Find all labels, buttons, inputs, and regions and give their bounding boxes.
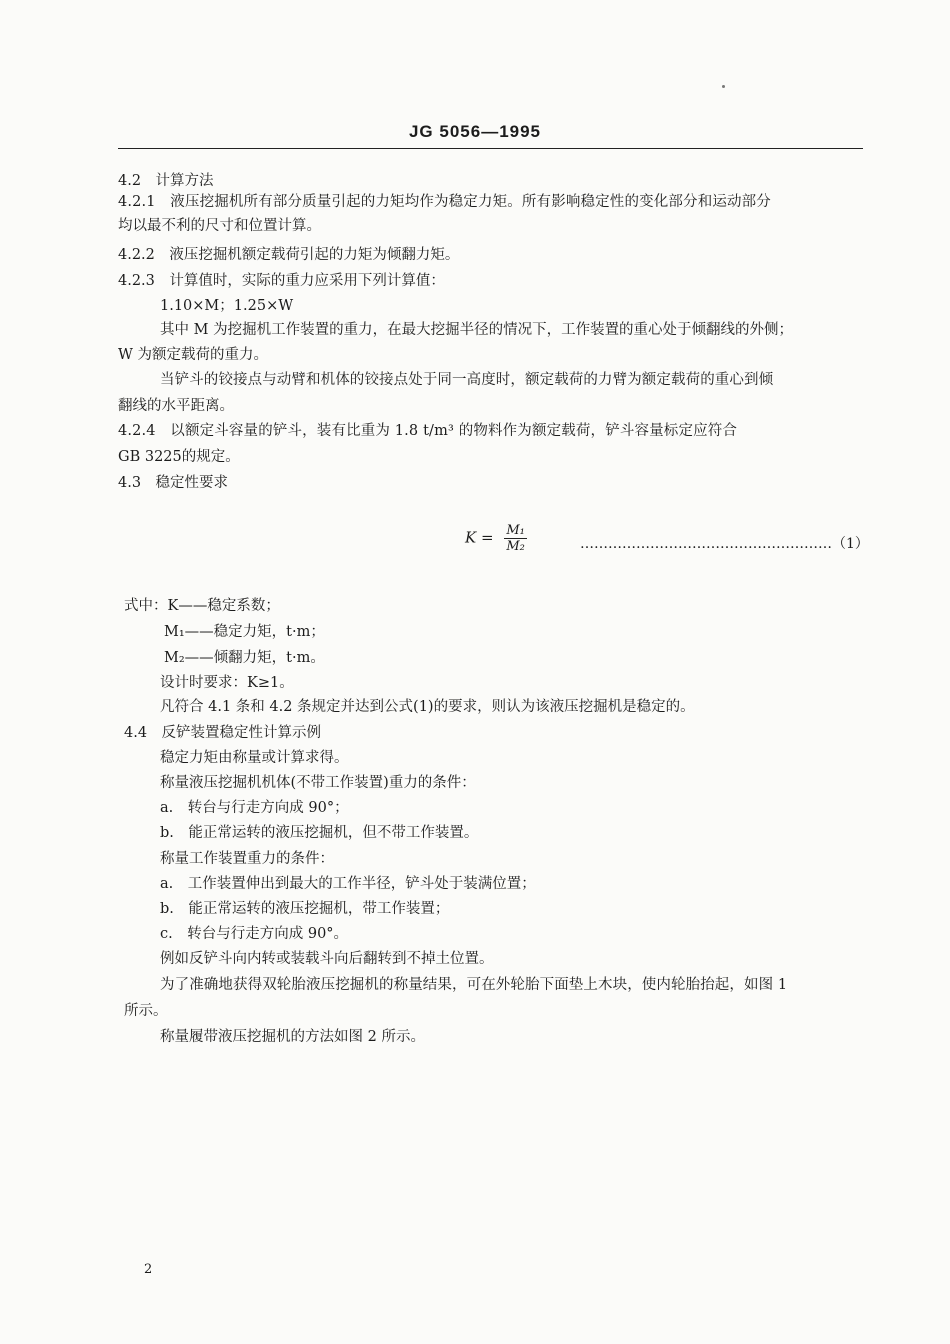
scan-speck <box>722 85 725 88</box>
para-hinge-line1: 当铲斗的铰接点与动臂和机体的铰接点处于同一高度时，额定载荷的力臂为额定载荷的重心到倾 <box>160 372 774 388</box>
para-tire-line1: 为了准确地获得双轮胎液压挖掘机的称量结果，可在外轮胎下面垫上木块，使内轮胎抬起，如图 1 <box>160 977 788 993</box>
where-m1: M₁——稳定力矩，t·m； <box>164 624 325 640</box>
formula-number: ………………………………………………（1） <box>580 536 869 552</box>
para-4-2-3: 4.2.3 计算值时，实际的重力应采用下列计算值： <box>118 273 445 289</box>
para-4-2-1-line1: 4.2.1 液压挖掘机所有部分质量引起的力矩均作为稳定力矩。所有影响稳定性的变化部分和运动部分 <box>118 194 771 210</box>
para-stable-moment: 稳定力矩由称量或计算求得。 <box>160 750 349 766</box>
standard-code-header: JG 5056—1995 <box>408 122 542 141</box>
design-requirement: 设计时要求：K≥1。 <box>160 675 294 691</box>
formula-fraction <box>504 523 527 554</box>
calc-values: 1.10×M；1.25×W <box>160 298 294 314</box>
para-tire-line2: 所示。 <box>124 1003 168 1019</box>
formula-numerator: M₁ <box>506 523 525 538</box>
para-body-weighing: 称量液压挖掘机机体(不带工作装置)重力的条件： <box>160 775 476 791</box>
body-condition-b: b. 能正常运转的液压挖掘机，但不带工作装置。 <box>160 825 479 841</box>
para-w-definition: W 为额定载荷的重力。 <box>118 347 269 363</box>
stability-conclusion: 凡符合 4.1 条和 4.2 条规定并达到公式(1)的要求，则认为该液压挖掘机是稳定的。 <box>160 699 695 715</box>
section-4-3-title: 4.3 稳定性要求 <box>118 475 229 491</box>
para-example: 例如反铲斗向内转或装载斗向后翻转到不掉土位置。 <box>160 951 494 967</box>
para-4-2-1-line2: 均以最不利的尺寸和位置计算。 <box>118 218 321 234</box>
attachment-condition-b: b. 能正常运转的液压挖掘机，带工作装置； <box>160 901 450 917</box>
section-4-2-title: 4.2 计算方法 <box>118 173 214 189</box>
body-condition-a: a. 转台与行走方向成 90°； <box>160 800 349 816</box>
page-number: 2 <box>144 1262 153 1277</box>
where-k: 式中：K——稳定系数； <box>124 598 280 614</box>
formula-1 <box>465 523 527 554</box>
formula-denominator: M₂ <box>506 539 525 554</box>
para-hinge-line2: 翻线的水平距离。 <box>118 398 234 414</box>
para-4-2-4-line2: GB 3225的规定。 <box>118 449 240 465</box>
where-m2: M₂——倾翻力矩，t·m。 <box>164 650 325 666</box>
formula-lhs: K = <box>465 528 494 547</box>
header-rule <box>118 148 863 149</box>
para-4-2-4-line1: 4.2.4 以额定斗容量的铲斗，装有比重为 1.8 t/m³ 的物料作为额定载荷，铲斗容量标定应符合 <box>118 423 738 439</box>
para-attachment-weighing: 称量工作装置重力的条件： <box>160 851 334 867</box>
para-m-definition: 其中 M 为挖掘机工作装置的重力，在最大挖掘半径的情况下，工作装置的重心处于倾翻线的外侧； <box>160 322 794 338</box>
attachment-condition-a: a. 工作装置伸出到最大的工作半径，铲斗处于装满位置； <box>160 876 536 892</box>
para-4-2-2: 4.2.2 液压挖掘机额定载荷引起的力矩为倾翻力矩。 <box>118 247 460 263</box>
attachment-condition-c: c. 转台与行走方向成 90°。 <box>160 926 349 942</box>
para-crawler: 称量履带液压挖掘机的方法如图 2 所示。 <box>160 1029 425 1045</box>
section-4-4-title: 4.4 反铲装置稳定性计算示例 <box>124 725 322 741</box>
